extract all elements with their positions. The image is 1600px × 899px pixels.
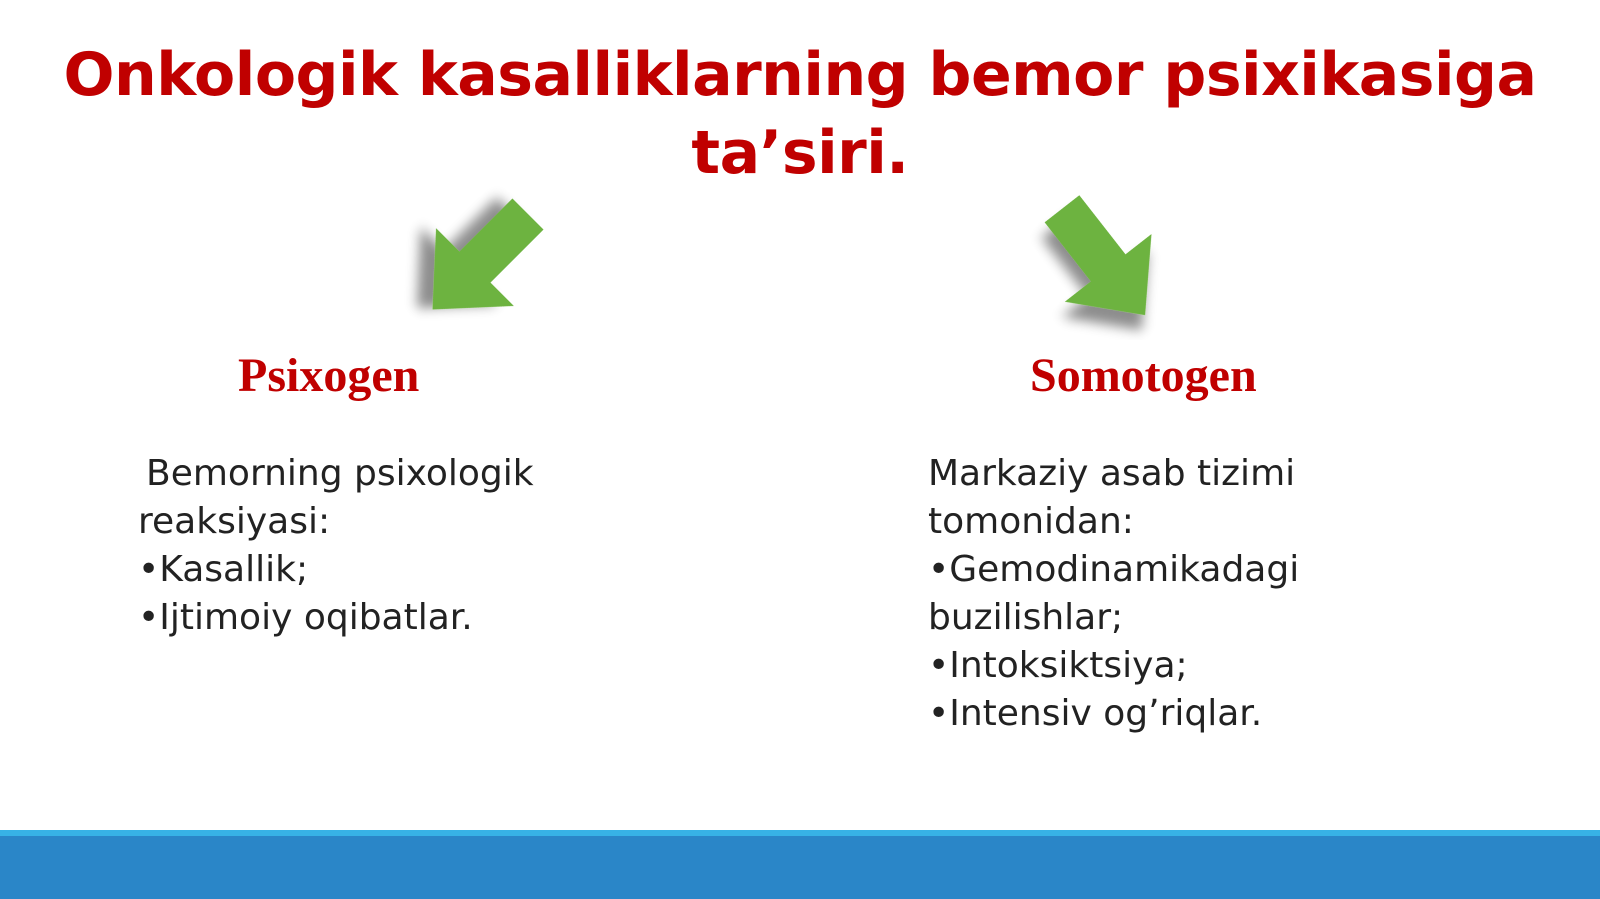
bullet-ijtimoiy-oqibatlar: •Ijtimoiy oqibatlar.	[138, 597, 473, 638]
bullet-intoksiktsiya: •Intoksiktsiya;	[928, 645, 1188, 686]
intro-word: tizimi	[1197, 453, 1296, 494]
somotogen-intro-line-1	[928, 450, 1498, 498]
psixogen-heading: Psixogen	[238, 349, 420, 402]
bullet-intensiv-ogriqlar: •Intensiv og’riqlar.	[928, 693, 1263, 734]
bullet-gemodinamikadagi: •Gemodinamikadagi	[928, 549, 1300, 590]
bullet-buzilishlar: buzilishlar;	[928, 597, 1124, 638]
arrow-down-right-icon	[1022, 180, 1182, 340]
psixogen-body	[138, 450, 608, 642]
somotogen-intro-line-2: tomonidan:	[928, 501, 1134, 542]
somotogen-body	[928, 450, 1498, 738]
somotogen-heading: Somotogen	[1030, 349, 1257, 402]
footer-bar	[0, 830, 1600, 899]
arrow-down-left-icon	[402, 180, 562, 340]
psixogen-intro-line-1: Bemorning psixologik	[146, 453, 534, 494]
psixogen-intro-line-2: reaksiyasi:	[138, 501, 331, 542]
bullet-kasallik: •Kasallik;	[138, 549, 309, 590]
intro-word: Markaziy	[928, 453, 1089, 494]
slide-title: Onkologik kasalliklarning bemor psixikasiga ta’siri.	[63, 40, 1537, 188]
intro-word: asab	[1099, 453, 1186, 494]
